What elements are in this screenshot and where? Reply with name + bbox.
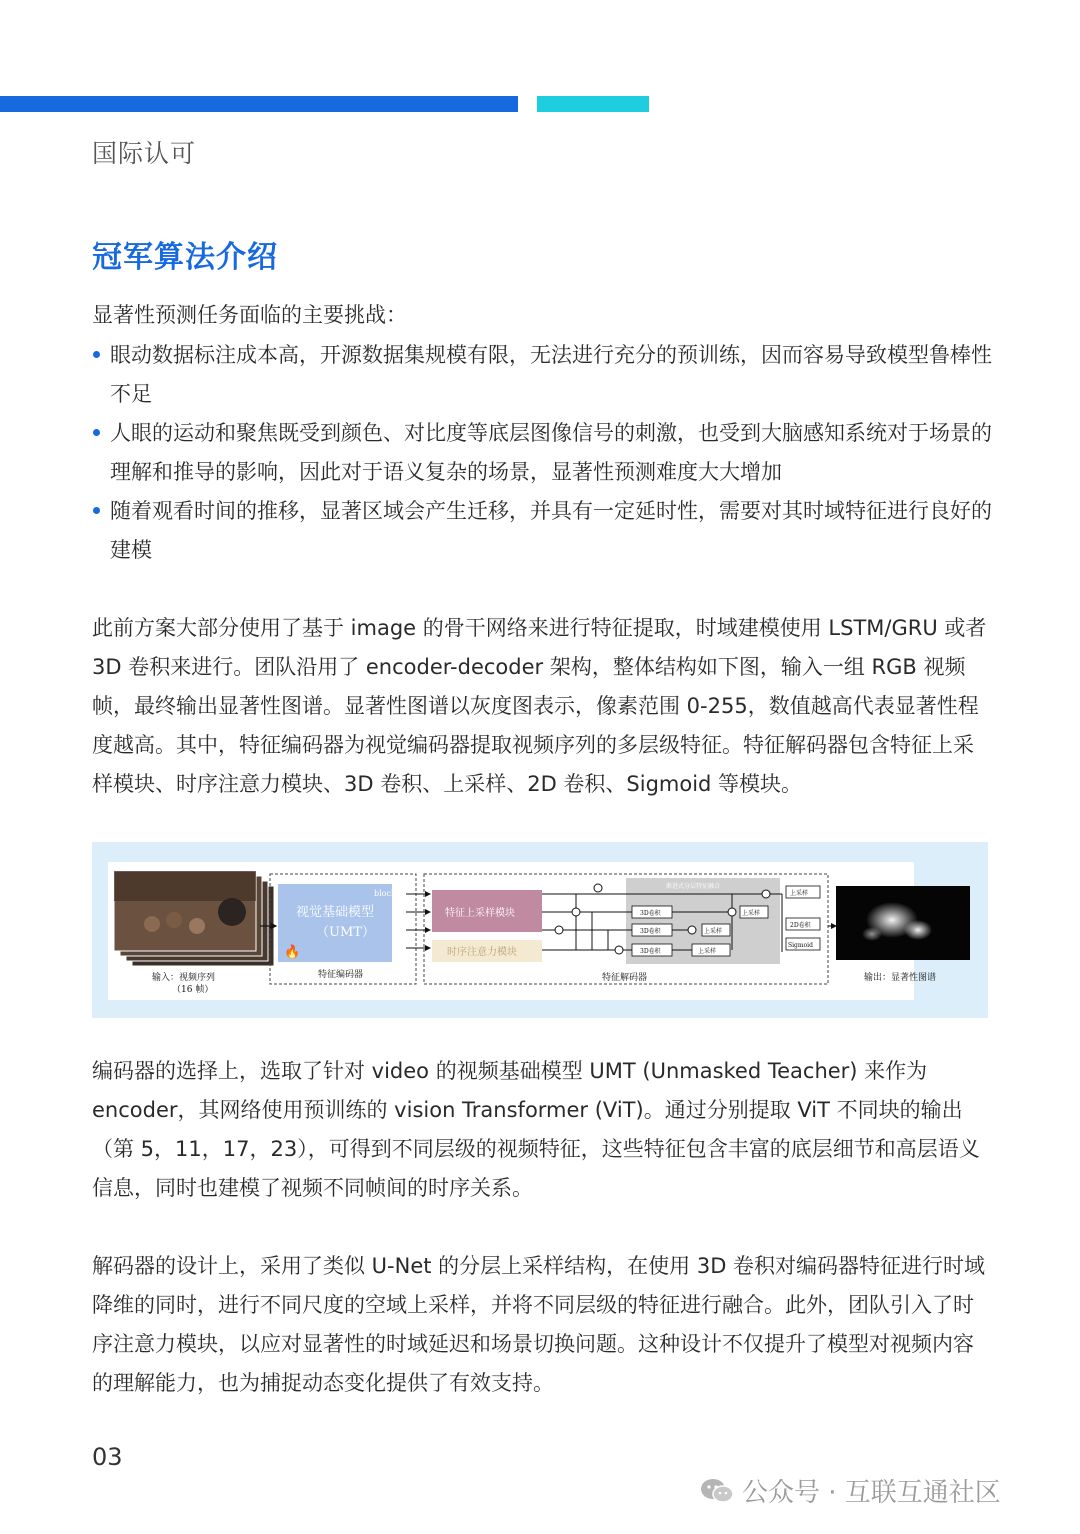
upsample-label: 上采样 xyxy=(790,890,809,897)
encoder-block-label: 视觉基础模型 xyxy=(296,905,375,920)
list-item: 人眼的运动和聚焦既受到颜色、对比度等底层图像信号的刺激，也受到大脑感知系统对于场景的理解和推导的影响，因此对于语义复杂的场景，显著性预测难度大大增加 xyxy=(92,414,992,492)
encoder-caption: 特征编码器 xyxy=(318,970,364,980)
paragraph-architecture: 此前方案大部分使用了基于 image 的骨干网络来进行特征提取，时域建模使用 LSTM/GRU 或者 3D 卷积来进行。团队沿用了 encoder-decoder 架构，整体结构如下图，输入一组 RGB 视频帧，最终输出显著性图谱。显著性图谱以灰度图表示，像素范围 0-255，数值越高代表显著性程度越高。其中，特征编码器为视觉编码器提取视频序列的多层级特征。特征解码器包含特征上采样模块、时序注意力模块、3D 卷积、上采样、2D 卷积、Sigmoid 等模块。 xyxy=(92,616,987,796)
header-blue-bar xyxy=(0,96,518,112)
challenge-list xyxy=(92,336,992,570)
page-number: 03 xyxy=(92,1443,123,1471)
input-sub-label: （16 帧） xyxy=(172,985,214,995)
input-frames xyxy=(114,871,274,966)
header-cyan-bar xyxy=(537,96,649,112)
wechat-icon xyxy=(700,1477,734,1505)
list-item: 随着观看时间的推移，显著区域会产生迁移，并具有一定延时性，需要对其时域特征进行良好的建模 xyxy=(92,492,992,570)
conv2d-label: 2D卷积 xyxy=(790,922,811,929)
section-label: 国际认可 xyxy=(92,139,197,168)
architecture-diagram xyxy=(92,842,988,1018)
upsample-label: 上采样 xyxy=(698,948,717,955)
intro-text: 显著性预测任务面临的主要挑战： xyxy=(92,303,407,327)
conv3d-label: 3D卷积 xyxy=(640,928,661,935)
saliency-blob xyxy=(904,920,932,940)
upsample-module-label: 特征上采样模块 xyxy=(445,908,515,919)
fusion-block-title: 渐进式分层特征融合 xyxy=(666,883,721,890)
architecture-figure xyxy=(92,842,988,1018)
watermark xyxy=(700,1472,1001,1509)
page-title: 冠军算法介绍 xyxy=(92,240,278,275)
fire-icon: 🔥 xyxy=(284,945,301,960)
upsample-label: 上采样 xyxy=(704,928,723,935)
block-label: 11 xyxy=(396,909,407,918)
input-label: 输入：视频序列 xyxy=(152,973,216,983)
paragraph-encoder: 编码器的选择上，选取了针对 video 的视频基础模型 UMT (Unmasked Teacher) 来作为 encoder，其网络使用预训练的 vision Transformer (ViT)。通过分别提取 ViT 不同块的输出（第 5，11，17，23），可得到不同层级的视频特征，这些特征包含丰富的底层细节和高层语义信息，同时也建模了视频不同帧间的时序关系。 xyxy=(92,1059,980,1200)
block-label: 17 xyxy=(396,927,407,936)
conv3d-label: 3D卷积 xyxy=(640,910,661,917)
block-label: block 5 xyxy=(374,889,404,898)
decoder-caption: 特征解码器 xyxy=(602,973,648,983)
block-label: 23 xyxy=(396,943,407,952)
paragraph-decoder: 解码器的设计上，采用了类似 U-Net 的分层上采样结构，在使用 3D 卷积对编码器特征进行时域降维的同时，进行不同尺度的空域上采样，并将不同层级的特征进行融合。此外，团队引入了时序注意力模块，以应对显著性的时域延迟和场景切换问题。这种设计不仅提升了模型对视频内容的理解能力，也为捕捉动态变化提供了有效支持。 xyxy=(92,1254,986,1395)
watermark-text: 公众号 · 互联互通社区 xyxy=(742,1478,1001,1508)
encoder-block-sub-label: （UMT） xyxy=(316,925,375,940)
temporal-module-label: 时序注意力模块 xyxy=(447,947,517,958)
list-item: 眼动数据标注成本高，开源数据集规模有限，无法进行充分的预训练，因而容易导致模型鲁棒性不足 xyxy=(92,336,992,414)
conv3d-label: 3D卷积 xyxy=(640,948,661,955)
saliency-blob xyxy=(862,927,882,941)
upsample-label: 上采样 xyxy=(742,910,761,917)
output-label: 输出：显著性图谱 xyxy=(864,973,937,983)
sigmoid-label: Sigmoid xyxy=(788,942,813,949)
